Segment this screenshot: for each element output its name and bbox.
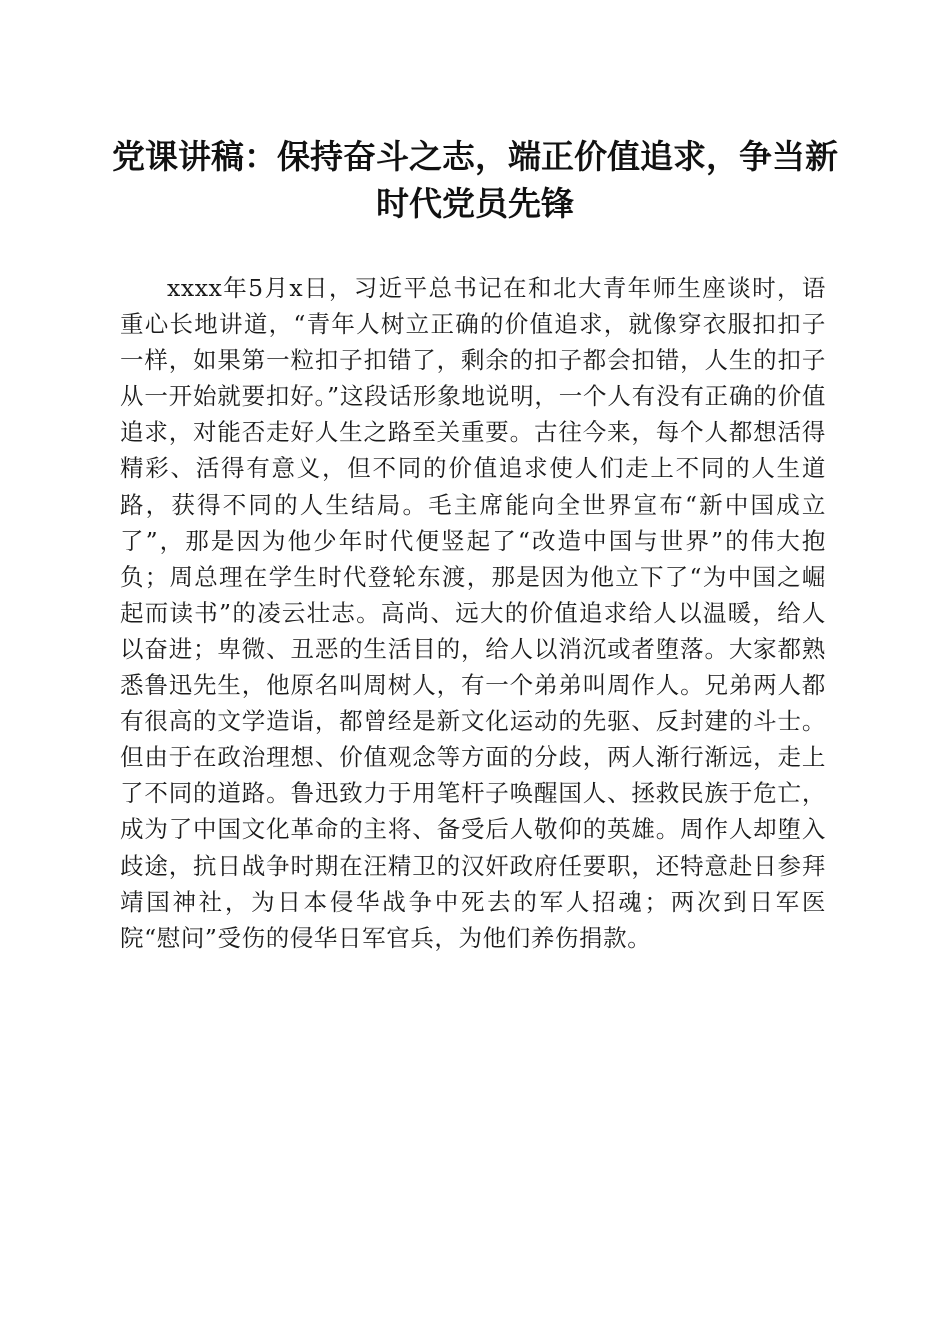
document-title: 党课讲稿：保持奋斗之志，端正价值追求，争当新时代党员先锋 bbox=[112, 137, 838, 223]
body-paragraph: xxxx年5月x日，习近平总书记在和北大青年师生座谈时，语重心长地讲道，“青年人树立正确的价值追求，就像穿衣服扣扣子一样，如果第一粒扣子扣错了，剩余的扣子都会扣错，人生的扣子从一开始就要扣好。”这段话形象地说明，一个人有没有正确的价值追求，对能否走好人生之路至关重要。古往今来，每个人都想活得精彩、活得有意义，但不同的价值追求使人们走上不同的人生道路，获得不同的人生结局。毛主席能向全世界宣布“新中国成立了”，那是因为他少年时代便竖起了“改造中国与世界”的伟大抱负；周总理在学生时代登轮东渡，那是因为他立下了“为中国之崛起而读书”的凌云壮志。高尚、远大的价值追求给人以温暖，给人以奋进；卑微、丑恶的生活目的，给人以消沉或者堕落。大家都熟悉鲁迅先生，他原名叫周树人，有一个弟弟叫周作人。兄弟两人都有很高的文学造诣，都曾经是新文化运动的先驱、反封建的斗士。但由于在政治理想、价值观念等方面的分歧，两人渐行渐远，走上了不同的道路。鲁迅致力于用笔杆子唤醒国人、拯救民族于危亡，成为了中国文化革命的主将、备受后人敬仰的英雄。周作人却堕入歧途，抗日战争时期在汪精卫的汉奸政府任要职，还特意赴日参拜靖国神社，为日本侵华战争中死去的军人招魂；两次到日军医院“慰问”受伤的侵华日军官兵，为他们养伤捐款。 bbox=[120, 274, 826, 952]
